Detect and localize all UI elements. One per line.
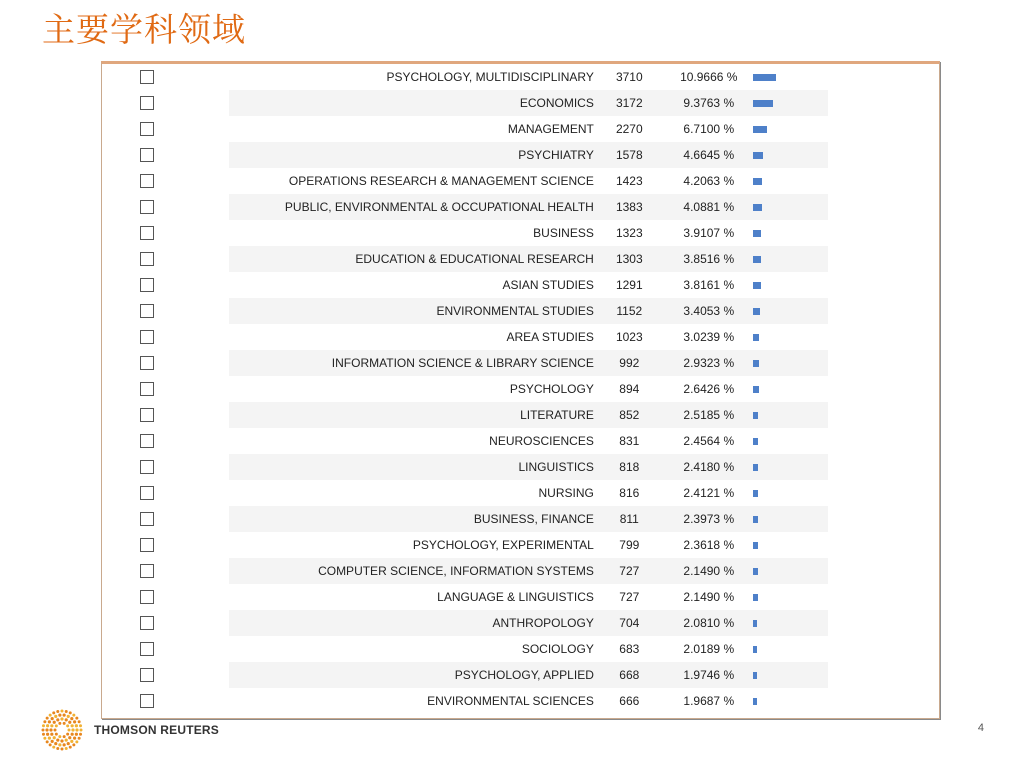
record-count: 1291	[615, 278, 643, 292]
row-select-checkbox[interactable]	[140, 668, 154, 682]
subject-area-label: NEUROSCIENCES	[489, 434, 594, 448]
footer-brand: THOMSON REUTERS	[94, 723, 220, 737]
record-count: 683	[619, 642, 640, 656]
subject-area-label: COMPUTER SCIENCE, INFORMATION SYSTEMS	[229, 558, 594, 584]
record-percent: 2.1490 %	[683, 590, 735, 604]
share-bar	[753, 698, 757, 705]
table-row	[102, 480, 828, 506]
row-select-cell	[102, 298, 229, 324]
subject-area-label: LINGUISTICS	[229, 454, 594, 480]
table-row	[102, 246, 828, 272]
record-count: 727	[619, 590, 640, 604]
record-percent: 4.0881 %	[665, 194, 753, 220]
row-select-checkbox[interactable]	[140, 616, 154, 630]
subject-area-label: LANGUAGE & LINGUISTICS	[437, 590, 594, 604]
record-count: 799	[619, 538, 640, 552]
row-select-checkbox[interactable]	[140, 148, 154, 162]
share-bar	[753, 594, 758, 601]
record-percent: 4.6645 %	[665, 142, 753, 168]
subject-area-label: PSYCHOLOGY, APPLIED	[229, 662, 594, 688]
subject-area-label: ASIAN STUDIES	[502, 278, 594, 292]
record-percent: 3.4053 %	[665, 298, 753, 324]
row-select-cell	[102, 324, 229, 350]
share-bar	[753, 412, 758, 419]
record-percent: 2.3618 %	[683, 538, 735, 552]
share-bar	[753, 334, 759, 341]
subject-area-label: PSYCHOLOGY, EXPERIMENTAL	[412, 538, 594, 552]
table-row	[102, 220, 828, 246]
record-count: 894	[619, 382, 640, 396]
row-select-cell	[102, 64, 229, 90]
subject-area-label: BUSINESS	[533, 226, 594, 240]
record-percent: 3.8516 %	[665, 246, 753, 272]
share-bar-cell	[753, 584, 828, 610]
row-select-checkbox[interactable]	[140, 460, 154, 474]
row-select-cell	[102, 532, 229, 558]
share-bar-cell	[753, 246, 828, 272]
record-count: 3172	[594, 90, 665, 116]
record-count: 2270	[615, 122, 643, 136]
subject-area-label: PSYCHOLOGY	[509, 382, 594, 396]
subject-area-label: ANTHROPOLOGY	[229, 610, 594, 636]
row-select-cell	[102, 90, 229, 116]
record-percent: 3.8161 %	[683, 278, 735, 292]
table-row	[102, 662, 828, 688]
row-select-cell	[102, 194, 229, 220]
share-bar-cell	[753, 350, 828, 376]
row-select-checkbox[interactable]	[140, 590, 154, 604]
subject-area-label: EDUCATION & EDUCATIONAL RESEARCH	[229, 246, 594, 272]
row-select-checkbox[interactable]	[140, 642, 154, 656]
table-row	[102, 636, 828, 662]
share-bar	[753, 178, 762, 185]
row-select-cell	[102, 506, 229, 532]
record-count: 831	[619, 434, 640, 448]
record-percent: 2.0189 %	[683, 642, 735, 656]
record-percent: 2.0810 %	[665, 610, 753, 636]
row-select-cell	[102, 558, 229, 584]
record-percent: 2.3973 %	[665, 506, 753, 532]
row-select-cell	[102, 272, 229, 298]
share-bar-cell	[753, 662, 828, 688]
share-bar	[753, 490, 758, 497]
row-select-checkbox[interactable]	[140, 512, 154, 526]
share-bar	[753, 672, 757, 679]
row-select-cell	[102, 584, 229, 610]
record-percent: 10.9666 %	[680, 70, 738, 84]
share-bar-cell	[753, 454, 828, 480]
subject-area-label: ENVIRONMENTAL STUDIES	[229, 298, 594, 324]
subject-area-label: INFORMATION SCIENCE & LIBRARY SCIENCE	[229, 350, 594, 376]
share-bar-cell	[753, 220, 828, 246]
record-percent: 4.2063 %	[683, 174, 735, 188]
record-count: 3710	[615, 70, 643, 84]
row-select-cell	[102, 428, 229, 454]
share-bar-cell	[753, 142, 828, 168]
row-select-checkbox[interactable]	[140, 200, 154, 214]
thomson-reuters-logo	[40, 708, 219, 752]
row-select-checkbox[interactable]	[140, 356, 154, 370]
record-count: 704	[594, 610, 665, 636]
share-bar	[753, 230, 761, 237]
row-select-cell	[102, 610, 229, 636]
record-count: 1152	[594, 298, 665, 324]
record-count: 1323	[615, 226, 643, 240]
subject-area-label: SOCIOLOGY	[521, 642, 594, 656]
row-select-cell	[102, 116, 229, 142]
subject-area-label: AREA STUDIES	[506, 330, 594, 344]
row-select-checkbox[interactable]	[140, 694, 154, 708]
slide-title: 主要学科领域	[42, 10, 246, 49]
share-bar	[753, 204, 762, 211]
share-bar	[753, 152, 763, 159]
table-row	[102, 428, 828, 454]
share-bar-cell	[753, 194, 828, 220]
table-row	[102, 298, 828, 324]
subject-area-label: PUBLIC, ENVIRONMENTAL & OCCUPATIONAL HEALTH	[229, 194, 594, 220]
share-bar-cell	[753, 324, 828, 350]
record-percent: 3.0239 %	[683, 330, 735, 344]
row-select-cell	[102, 142, 229, 168]
subject-area-label: MANAGEMENT	[507, 122, 594, 136]
share-bar-cell	[753, 64, 828, 90]
table-row	[102, 506, 828, 532]
record-percent: 2.1490 %	[665, 558, 753, 584]
table-row	[102, 350, 828, 376]
share-bar	[753, 516, 758, 523]
subject-area-label: OPERATIONS RESEARCH & MANAGEMENT SCIENCE	[288, 174, 594, 188]
row-select-checkbox[interactable]	[140, 304, 154, 318]
row-select-checkbox[interactable]	[140, 174, 154, 188]
share-bar	[753, 464, 758, 471]
table-row	[102, 532, 828, 558]
row-select-checkbox[interactable]	[140, 226, 154, 240]
share-bar	[753, 100, 773, 107]
share-bar	[753, 74, 776, 81]
record-count: 992	[594, 350, 665, 376]
subject-areas-rows	[102, 64, 828, 714]
share-bar	[753, 386, 759, 393]
row-select-checkbox[interactable]	[140, 122, 154, 136]
record-count: 1023	[615, 330, 643, 344]
record-count: 852	[594, 402, 665, 428]
share-bar	[753, 438, 758, 445]
row-select-checkbox[interactable]	[140, 278, 154, 292]
row-select-checkbox[interactable]	[140, 538, 154, 552]
share-bar	[753, 646, 757, 653]
record-count: 666	[619, 694, 640, 708]
share-bar-cell	[753, 272, 828, 298]
record-percent: 1.9687 %	[683, 694, 735, 708]
subject-areas-panel	[101, 61, 940, 719]
record-percent: 1.9746 %	[665, 662, 753, 688]
row-select-checkbox[interactable]	[140, 564, 154, 578]
page-number: 4	[977, 722, 984, 734]
table-row	[102, 610, 828, 636]
record-percent: 3.9107 %	[683, 226, 735, 240]
table-row	[102, 142, 828, 168]
table-row	[102, 584, 828, 610]
table-row	[102, 116, 828, 142]
share-bar-cell	[753, 558, 828, 584]
share-bar-cell	[753, 168, 828, 194]
thomson-reuters-logo-icon	[40, 708, 84, 752]
record-percent: 2.6426 %	[683, 382, 735, 396]
table-row	[102, 272, 828, 298]
row-select-cell	[102, 402, 229, 428]
record-percent: 6.7100 %	[683, 122, 735, 136]
row-select-checkbox[interactable]	[140, 252, 154, 266]
row-select-checkbox[interactable]	[140, 96, 154, 110]
row-select-cell	[102, 246, 229, 272]
subject-area-label: ENVIRONMENTAL SCIENCES	[427, 694, 594, 708]
subject-area-label: PSYCHOLOGY, MULTIDISCIPLINARY	[386, 70, 594, 84]
record-percent: 9.3763 %	[665, 90, 753, 116]
row-select-checkbox[interactable]	[140, 70, 154, 84]
record-count: 727	[594, 558, 665, 584]
record-count: 1423	[615, 174, 643, 188]
share-bar-cell	[753, 298, 828, 324]
row-select-checkbox[interactable]	[140, 330, 154, 344]
table-row	[102, 168, 828, 194]
record-percent: 2.9323 %	[665, 350, 753, 376]
record-percent: 2.4121 %	[683, 486, 735, 500]
share-bar	[753, 360, 759, 367]
row-select-checkbox[interactable]	[140, 382, 154, 396]
share-bar-cell	[753, 506, 828, 532]
share-bar-cell	[753, 116, 828, 142]
record-count: 668	[594, 662, 665, 688]
share-bar-cell	[753, 90, 828, 116]
table-row	[102, 402, 828, 428]
subject-area-label: ECONOMICS	[229, 90, 594, 116]
record-count: 1383	[594, 194, 665, 220]
share-bar-cell	[753, 532, 828, 558]
table-row	[102, 194, 828, 220]
row-select-checkbox[interactable]	[140, 408, 154, 422]
subject-area-label: BUSINESS, FINANCE	[229, 506, 594, 532]
share-bar	[753, 308, 760, 315]
subject-area-label: PSYCHIATRY	[229, 142, 594, 168]
record-count: 1303	[594, 246, 665, 272]
share-bar-cell	[753, 610, 828, 636]
row-select-cell	[102, 662, 229, 688]
row-select-checkbox[interactable]	[140, 434, 154, 448]
table-row	[102, 64, 828, 90]
share-bar	[753, 256, 761, 263]
row-select-checkbox[interactable]	[140, 486, 154, 500]
table-row	[102, 558, 828, 584]
record-percent: 2.4564 %	[683, 434, 735, 448]
subject-area-label: NURSING	[538, 486, 594, 500]
table-row	[102, 90, 828, 116]
row-select-cell	[102, 168, 229, 194]
share-bar-cell	[753, 376, 828, 402]
share-bar	[753, 620, 757, 627]
share-bar-cell	[753, 688, 828, 714]
row-select-cell	[102, 454, 229, 480]
record-percent: 2.5185 %	[665, 402, 753, 428]
table-row	[102, 376, 828, 402]
share-bar	[753, 568, 758, 575]
share-bar-cell	[753, 402, 828, 428]
row-select-cell	[102, 376, 229, 402]
row-select-cell	[102, 350, 229, 376]
record-count: 816	[619, 486, 640, 500]
record-percent: 2.4180 %	[665, 454, 753, 480]
share-bar-cell	[753, 636, 828, 662]
table-row	[102, 324, 828, 350]
record-count: 811	[594, 506, 665, 532]
subject-area-label: LITERATURE	[229, 402, 594, 428]
row-select-cell	[102, 636, 229, 662]
row-select-cell	[102, 480, 229, 506]
share-bar-cell	[753, 428, 828, 454]
record-count: 1578	[594, 142, 665, 168]
share-bar	[753, 542, 758, 549]
share-bar	[753, 126, 767, 133]
table-row	[102, 454, 828, 480]
share-bar-cell	[753, 480, 828, 506]
record-count: 818	[594, 454, 665, 480]
subject-areas-table	[102, 64, 828, 714]
row-select-cell	[102, 220, 229, 246]
share-bar	[753, 282, 761, 289]
